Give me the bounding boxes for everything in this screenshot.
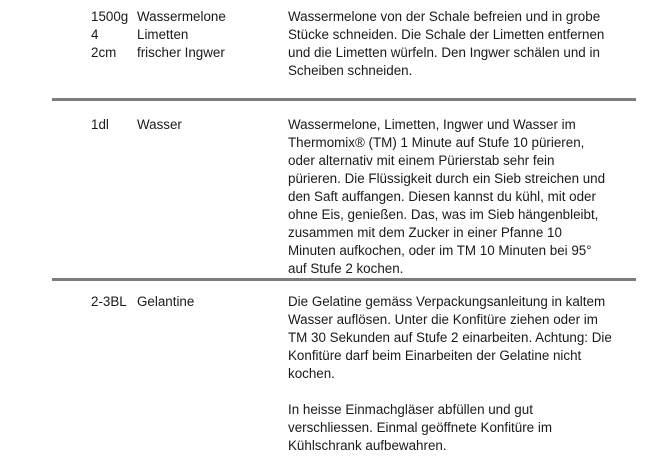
quantity-item: 2-3BL bbox=[91, 294, 127, 309]
instruction-text bbox=[288, 8, 623, 80]
instruction-line: Stücke schneiden. Die Schale der Limetten entfernen bbox=[288, 27, 605, 42]
instruction-line: Thermomix® (TM) 1 Minute auf Stufe 10 pürieren, bbox=[288, 135, 585, 150]
quantity-item: 1dl bbox=[91, 117, 109, 132]
instruction-line: Die Gelatine gemäss Verpackungsanleitung in kaltem bbox=[288, 294, 606, 309]
instruction-line: Scheiben schneiden. bbox=[288, 63, 413, 78]
quantity-column bbox=[91, 8, 137, 62]
ingredient-column bbox=[137, 8, 277, 62]
instruction-line: ohne Eis, genießen. Das, was im Sieb hängenbleibt, bbox=[288, 207, 599, 222]
ingredient-item: Wasser bbox=[137, 117, 182, 132]
section-divider bbox=[52, 98, 636, 101]
quantity-item: 4 bbox=[91, 27, 99, 42]
instruction-line: pürieren. Die Flüssigkeit durch ein Sieb streichen und bbox=[288, 171, 606, 186]
ingredient-column bbox=[137, 116, 277, 134]
instruction-text bbox=[288, 293, 623, 455]
ingredient-item: Gelantine bbox=[137, 294, 195, 309]
section-divider bbox=[52, 278, 636, 281]
ingredient-item: frischer Ingwer bbox=[137, 45, 225, 60]
instruction-line: verschliessen. Einmal geöffnete Konfitüre im bbox=[288, 420, 552, 435]
ingredient-column bbox=[137, 293, 277, 311]
instruction-line: In heisse Einmachgläser abfüllen und gut bbox=[288, 402, 533, 417]
instruction-line: und die Limetten würfeln. Den Ingwer schälen und in bbox=[288, 45, 600, 60]
paragraph-gap bbox=[288, 383, 623, 401]
ingredient-item: Limetten bbox=[137, 27, 189, 42]
instruction-line: oder alternativ mit einem Pürierstab sehr fein bbox=[288, 153, 555, 168]
instruction-line: kochen. bbox=[288, 366, 335, 381]
instruction-line: Wasser auflösen. Unter die Konfitüre ziehen oder im bbox=[288, 312, 598, 327]
instruction-line: Kühlschrank aufbewahren. bbox=[288, 438, 447, 453]
instruction-line: den Saft auffangen. Diesen kannst du kühl, mit oder bbox=[288, 189, 596, 204]
instruction-line: TM 30 Sekunden auf Stufe 2 einarbeiten. Achtung: Die bbox=[288, 330, 612, 345]
instruction-line: Minuten aufkochen, oder im TM 10 Minuten bei 95° bbox=[288, 243, 592, 258]
instruction-line: Konfitüre darf beim Einarbeiten der Gelatine nicht bbox=[288, 348, 582, 363]
quantity-item: 1500g bbox=[91, 9, 129, 24]
instruction-line: Wassermelone von der Schale befreien und in grobe bbox=[288, 9, 601, 24]
quantity-item: 2cm bbox=[91, 45, 117, 60]
quantity-column bbox=[91, 293, 137, 311]
instruction-line: auf Stufe 2 kochen. bbox=[288, 261, 404, 276]
instruction-text bbox=[288, 116, 623, 278]
instruction-line: zusammen mit dem Zucker in einer Pfanne 10 bbox=[288, 225, 562, 240]
instruction-line: Wassermelone, Limetten, Ingwer und Wasser im bbox=[288, 117, 576, 132]
ingredient-item: Wassermelone bbox=[137, 9, 226, 24]
quantity-column bbox=[91, 116, 137, 134]
